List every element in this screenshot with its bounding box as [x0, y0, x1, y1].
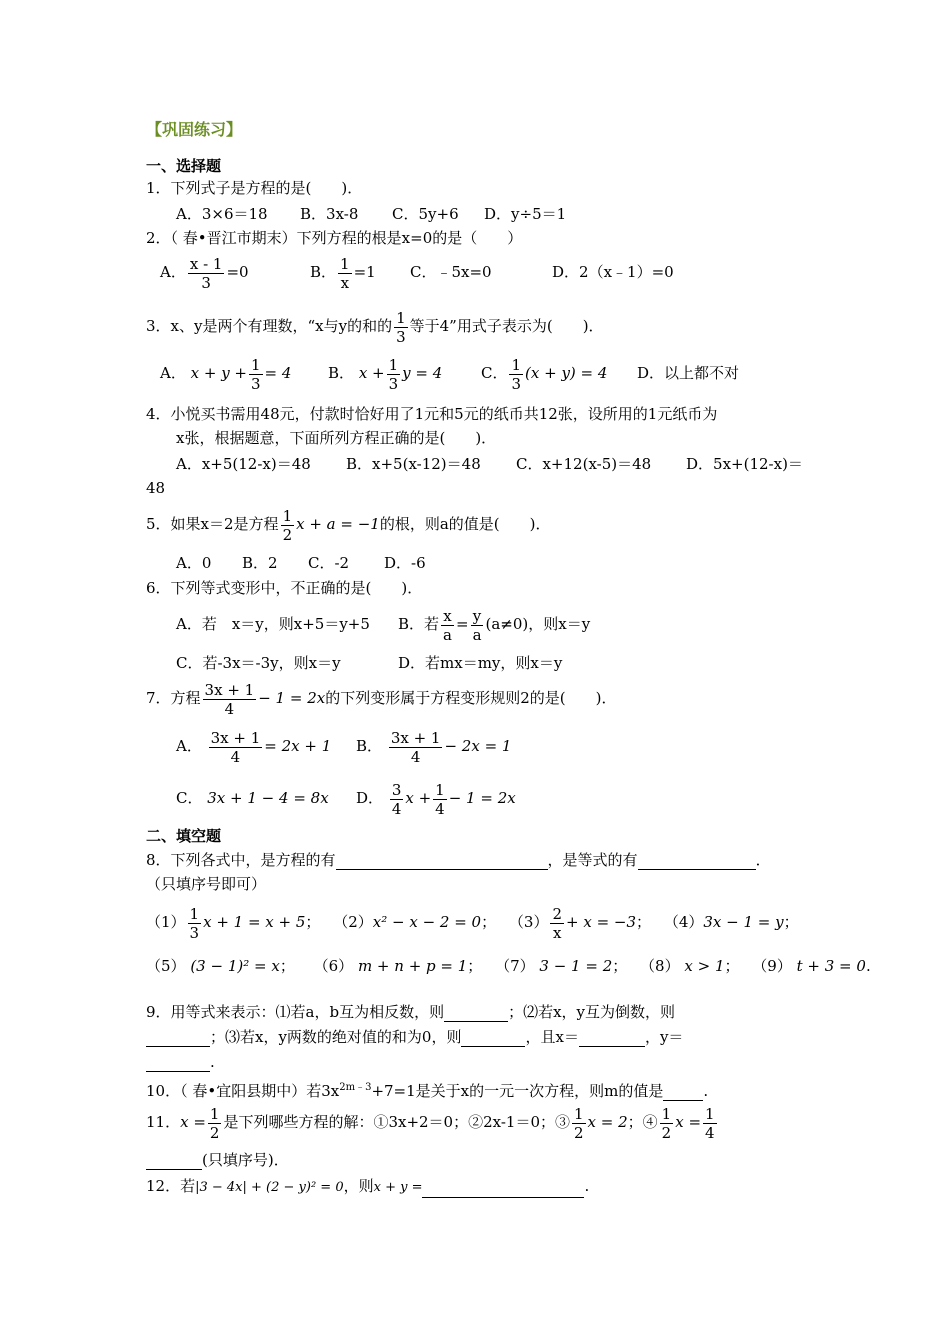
section-title-choice: 一、选择题: [146, 157, 222, 175]
option-a: A．若 x＝y，则x+5＝y+5: [176, 615, 370, 633]
option-d: D．y÷5＝1: [484, 205, 567, 223]
option-c: C．-2: [308, 554, 350, 572]
answer-blank[interactable]: [146, 1169, 202, 1170]
option-c: C． $\frac{1}{3}$ (x + y) = 4: [481, 355, 608, 393]
question-12: 12．若|3 − 4x| + (2 − y)² = 0，则x + y = .: [146, 1176, 589, 1198]
section-title-fill: 二、填空题: [146, 827, 222, 845]
question-4-options: [176, 454, 803, 474]
section-heading: 【巩固练习】: [146, 120, 243, 139]
option-b: B．x+5(x-12)＝48: [346, 455, 481, 473]
question-11-line-1: 11．x = $\frac{1}{2}$ 是下列哪些方程的解：①3x+2＝0；②2x-1＝0；③ $\frac{1}{2}$ x = 2；④ $\frac{1}{2}$ x = $\frac{1}{4}$: [146, 1104, 715, 1142]
question-5-stem: 5．如果x＝2是方程 $\frac{1}{2}$ x + a = −1的根，则a的值是( )．: [146, 506, 551, 544]
option-a: A． $\frac{3x + 1}{4}$ = 2x + 1: [176, 728, 332, 766]
question-9-line-1: 9．用等式来表示：⑴若a，b互为相反数，则 ；⑵若x，y互为倒数，则: [146, 1003, 676, 1021]
option-c: C．若-3x＝-3y，则x＝y: [176, 654, 341, 672]
answer-blank[interactable]: [579, 1046, 645, 1047]
question-1-stem: 1．下列式子是方程的是( )．: [146, 179, 363, 197]
answer-blank[interactable]: [663, 1100, 703, 1101]
option-a: A．0: [176, 554, 212, 572]
option-c: C．﹣5x=0: [410, 263, 492, 281]
option-a: A．x+5(12-x)＝48: [176, 455, 311, 473]
question-9-line-2: ；⑶若x，y两数的绝对值的和为0，则 ，且x＝ ，y＝: [146, 1027, 683, 1047]
option-d: D．以上都不对: [637, 364, 740, 382]
question-1-options: [176, 204, 566, 224]
question-7-stem: 7．方程 $\frac{3x + 1}{4}$ − 1 = 2x的下列变形属于方程变形规则2的是( )．: [146, 680, 617, 718]
option-d: D．5x+(12-x)＝: [686, 455, 803, 473]
option-a: A． x + y + $\frac{1}{3}$ = 4: [160, 355, 292, 393]
question-2-options: [160, 252, 674, 292]
option-d: D．-6: [384, 554, 426, 572]
question-4-line-1: 4．小悦买书需用48元，付款时恰好用了1元和5元的纸币共12张，设所用的1元纸币为: [146, 405, 718, 423]
answer-blank[interactable]: [461, 1046, 525, 1047]
question-10: 10．（ 春•宜阳县期中）若$3x^{2m﹣3}+7=1$是关于x的一元一次方程，则m的值是 .: [146, 1082, 709, 1100]
option-b: B．若 $\frac{x}{a}$ = $\frac{y}{a}$ (a≠0)，则x＝y: [398, 606, 591, 644]
option-d: D． $\frac{3}{4}$ x + $\frac{1}{4}$ − 1 = 2x: [356, 780, 516, 818]
answer-blank[interactable]: [638, 869, 756, 870]
question-5-options: [176, 553, 426, 573]
option-b: B．2: [242, 554, 278, 572]
question-6-options-ab: [176, 604, 590, 644]
question-6-options-cd: [176, 653, 562, 673]
option-c: C．x+12(x-5)＝48: [516, 455, 652, 473]
option-c: C． 3x + 1 − 4 = 8x: [176, 789, 329, 807]
option-d: D．2（x﹣1）=0: [552, 263, 674, 281]
question-4-wrap: 48: [146, 479, 166, 497]
question-8-items-row-1: （1） $\frac{1}{3}$ x + 1 = x + 5； （2）x² − x − 2 = 0； （3） $\frac{2}{x}$ + x = −3； （4）3x − 1 = y；: [146, 904, 799, 942]
question-3-options: [160, 353, 739, 393]
question-8-stem: 8．下列各式中，是方程的有 ，是等式的有 ．: [146, 851, 771, 869]
question-8-note: （只填序号即可）: [146, 875, 267, 893]
option-d: D．若mx＝my，则x＝y: [398, 654, 563, 672]
option-c: C．5y+6: [392, 205, 459, 223]
option-a: A． $\frac{x - 1}{3}$ =0: [160, 254, 249, 292]
question-4-line-2: x张，根据题意，下面所列方程正确的是( )．: [176, 429, 497, 447]
question-8-items-row-2: （5） (3 − 1)² = x； （6） m + n + p = 1； （7） 3 − 1 = 2； （8） x > 1； （9） t + 3 = 0.: [146, 957, 871, 975]
answer-blank[interactable]: [336, 869, 548, 870]
question-9-line-3: .: [146, 1052, 215, 1072]
question-2-stem: 2．（ 春•晋江市期末）下列方程的根是x=0的是（ ）: [146, 229, 523, 247]
answer-blank[interactable]: [422, 1197, 584, 1198]
option-b: B． $\frac{1}{x}$ =1: [310, 254, 376, 292]
option-b: B．3x-8: [300, 205, 359, 223]
option-b: B． $\frac{3x + 1}{4}$ − 2x = 1: [356, 728, 512, 766]
question-7-options-ab: [176, 726, 511, 766]
question-6-stem: 6．下列等式变形中，不正确的是( )．: [146, 579, 423, 597]
answer-blank[interactable]: [444, 1021, 508, 1022]
answer-blank[interactable]: [146, 1046, 210, 1047]
question-11-line-2: (只填序号)．: [146, 1150, 289, 1170]
question-3-stem: 3．x、y是两个有理数，“x与y的和的 $\frac{1}{3}$ 等于4”用式子表示为( )．: [146, 308, 604, 346]
question-7-options-cd: [176, 778, 516, 818]
answer-blank[interactable]: [146, 1071, 210, 1072]
option-b: B． x + $\frac{1}{3}$ y = 4: [328, 355, 443, 393]
option-a: A．3×6＝18: [176, 205, 268, 223]
